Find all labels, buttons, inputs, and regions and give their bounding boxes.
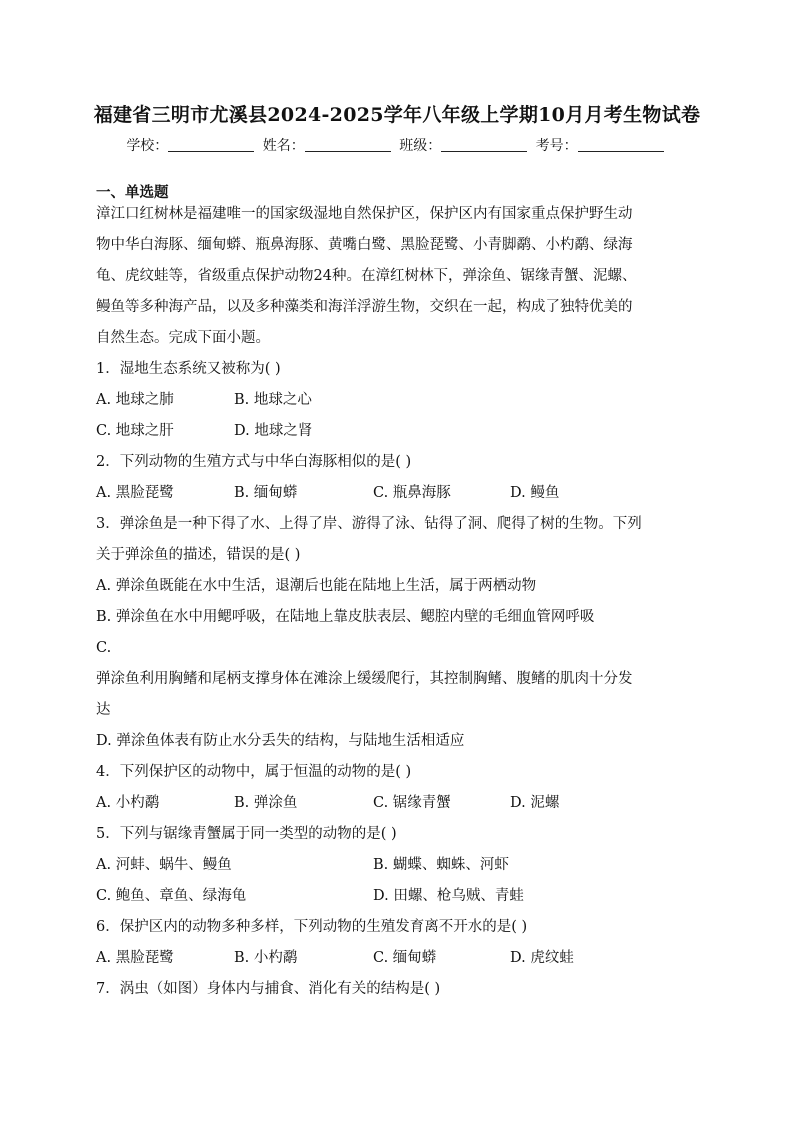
section-title: 一、单选题: [96, 184, 169, 201]
passage-line: 龟、虎纹蛙等，省级重点保护动物24种。在漳红树林下，弹涂鱼、锯缘青蟹、泥螺、: [96, 268, 637, 284]
q3-option-c-text-cont: 达: [96, 702, 111, 718]
q6-option-b[interactable]: B. 小杓鹬: [234, 950, 298, 966]
class-blank[interactable]: [441, 137, 527, 152]
q4-option-b[interactable]: B. 弹涂鱼: [234, 795, 298, 811]
q5-option-c[interactable]: C. 鲍鱼、章鱼、绿海龟: [96, 888, 247, 904]
q2-option-c[interactable]: C. 瓶鼻海豚: [373, 485, 451, 501]
q5-option-a[interactable]: A. 河蚌、蜗牛、鳗鱼: [96, 857, 232, 873]
passage-line: 物中华白海豚、缅甸蟒、瓶鼻海豚、黄嘴白鹭、黑脸琵鹭、小青脚鹬、小杓鹬、绿海: [96, 237, 633, 253]
q2-option-b[interactable]: B. 缅甸蟒: [234, 485, 298, 501]
question-4-options: [96, 788, 700, 819]
q3-option-a[interactable]: A. 弹涂鱼既能在水中生活，退潮后也能在陆地上生活，属于两栖动物: [96, 578, 537, 594]
passage-line: 自然生态。完成下面小题。: [96, 330, 270, 346]
name-blank[interactable]: [305, 137, 391, 152]
q2-option-a[interactable]: A. 黑脸琵鹭: [96, 485, 174, 501]
question-1-stem: 1．湿地生态系统又被称为( ): [96, 361, 281, 377]
q3-option-c-text: 弹涂鱼利用胸鳍和尾柄支撑身体在滩涂上缓缓爬行，其控制胸鳍、腹鳍的肌肉十分发: [96, 671, 633, 687]
q4-option-c[interactable]: C. 锯缘青蟹: [373, 795, 451, 811]
exam-number-label: 考号：: [535, 138, 578, 154]
q1-option-b[interactable]: B. 地球之心: [234, 392, 312, 408]
passage-line: 鳗鱼等多种海产品，以及多种藻类和海洋浮游生物，交织在一起，构成了独特优美的: [96, 299, 633, 315]
q5-option-d[interactable]: D. 田螺、枪乌贼、青蛙: [373, 888, 524, 904]
q6-option-d[interactable]: D. 虎纹蛙: [510, 950, 574, 966]
question-content: [96, 199, 700, 1005]
question-1-options-row-2: [96, 416, 700, 447]
q4-option-d[interactable]: D. 泥螺: [510, 795, 560, 811]
question-3-stem: 3．弹涂鱼是一种下得了水、上得了岸、游得了泳、钻得了洞、爬得了树的生物。下列: [96, 516, 642, 532]
q1-option-a[interactable]: A. 地球之肺: [96, 392, 174, 408]
q6-option-c[interactable]: C. 缅甸蟒: [373, 950, 437, 966]
passage-line: 漳江口红树林是福建唯一的国家级湿地自然保护区，保护区内有国家重点保护野生动: [96, 206, 633, 222]
q3-option-c-label[interactable]: C.: [96, 640, 112, 656]
question-4-stem: 4．下列保护区的动物中，属于恒温的动物的是( ): [96, 764, 412, 780]
q3-option-b[interactable]: B. 弹涂鱼在水中用鳃呼吸，在陆地上靠皮肤表层、鳃腔内壁的毛细血管网呼吸: [96, 609, 595, 625]
question-5-options-row-1: [96, 850, 700, 881]
question-7-stem: 7．涡虫（如图）身体内与捕食、消化有关的结构是( ): [96, 981, 441, 997]
q1-option-d[interactable]: D. 地球之肾: [234, 423, 313, 439]
student-info-row: [0, 135, 794, 155]
question-2-stem: 2．下列动物的生殖方式与中华白海豚相似的是( ): [96, 454, 412, 470]
exam-number-blank[interactable]: [578, 137, 664, 152]
class-label: 班级：: [399, 138, 442, 154]
q3-option-d[interactable]: D. 弹涂鱼体表有防止水分丢失的结构，与陆地生活相适应: [96, 733, 465, 749]
name-label: 姓名：: [262, 138, 305, 154]
q2-option-d[interactable]: D. 鳗鱼: [510, 485, 560, 501]
question-5-options-row-2: [96, 881, 700, 912]
q6-option-a[interactable]: A. 黑脸琵鹭: [96, 950, 174, 966]
school-label: 学校：: [126, 138, 169, 154]
question-1-options-row-1: [96, 385, 700, 416]
question-3-stem-cont: 关于弹涂鱼的描述，错误的是( ): [96, 547, 301, 563]
q5-option-b[interactable]: B. 蝴蝶、蜘蛛、河虾: [373, 857, 509, 873]
school-blank[interactable]: [168, 137, 254, 152]
question-5-stem: 5．下列与锯缘青蟹属于同一类型的动物的是( ): [96, 826, 397, 842]
question-6-options: [96, 943, 700, 974]
question-6-stem: 6．保护区内的动物多种多样，下列动物的生殖发育离不开水的是( ): [96, 919, 528, 935]
q4-option-a[interactable]: A. 小杓鹬: [96, 795, 160, 811]
question-2-options: [96, 478, 700, 509]
exam-title: 福建省三明市尤溪县2024-2025学年八年级上学期10月月考生物试卷: [93, 104, 701, 126]
q1-option-c[interactable]: C. 地球之肝: [96, 423, 174, 439]
